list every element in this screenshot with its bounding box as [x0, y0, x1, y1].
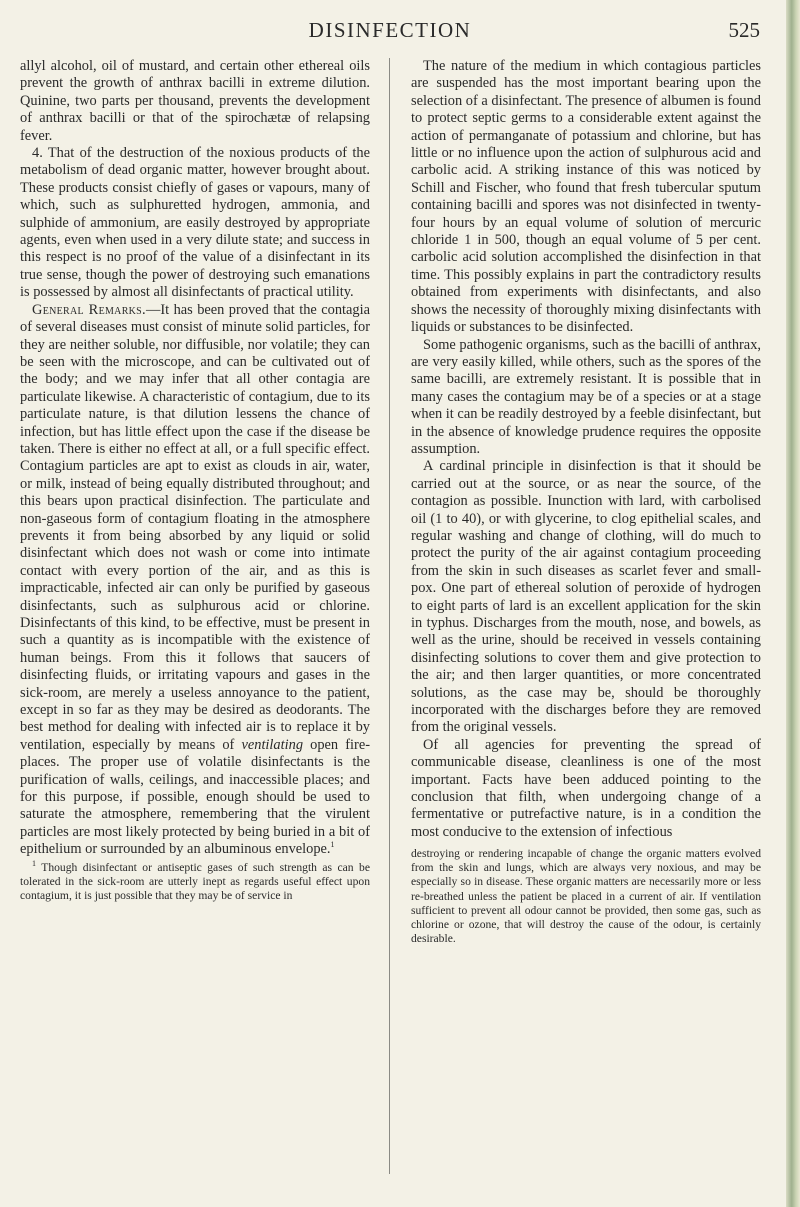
paragraph-medium-nature: The nature of the medium in which contagious particles are suspended has the most important bearing upon the selection of a disinfectant. The presence of albumen is found to protect septic germs to a considerable extent against the action of permanganate of potassium and chlorine, but has little or no influence upon the action of sulphurous acid and carbolic acid. A striking instance of this was noticed by Schill and Fischer, who found that fresh tubercular sputum containing bacilli and spores was not disinfected in twenty-four hours by an equal volume of solution of mercuric chloride 1 in 500, though an equal volume of 5 per cent. carbolic acid solution accomplished the disinfection in that time. This possibly explains in part the contradictory results obtained from experiments with disinfectants, and also shows the necessity of thoroughly mixing disinfectants with liquids or substances to be disinfected.	[411, 58, 761, 336]
right-column	[411, 58, 761, 1178]
paragraph-allyl-alcohol: allyl alcohol, oil of mustard, and certain other ethereal oils prevent the growth of anthrax bacilli in extreme dilution. Quinine, two parts per thousand, prevents the development of anthrax bacilli or that of the spirochætæ of relapsing fever.	[20, 58, 370, 144]
footnote-continuation: destroying or rendering incapable of change the organic matters evolved from the skin and lungs, which are always very noxious, and may be especially so in disease. These organic matters are necessarily more or less re-breathed unless the patient be placed in a current of air. If ventilation sufficient to prevent all odour cannot be provided, then some gas, such as chlorine or ozone, that will destroy the cause of the odour, is certainly desirable.	[411, 847, 761, 945]
section-heading-general-remarks: General Remarks.	[32, 301, 146, 318]
paragraph-cardinal-principle: A cardinal principle in disinfection is that it should be carried out at the source, or as near the source, of the contagion as possible. Inunction with lard, with carbolised oil (1 to 40), or with glycerine, to clog epithelial scales, and regular washing and change of clothing, will do much to protect the purity of the air against contagium proceeding from the skin in such diseases as scarlet fever and small-pox. One part of ethereal solution of peroxide of hydrogen to eight parts of lard is an excellent application for the skin in typhus. Discharges from the mouth, nose, and bowels, as well as the urine, should be received in vessels containing disinfecting solutions to cover them and give protection to the air; and then larger quantities, or more concentrated solutions, as the case may be, should be thoroughly incorporated with the discharges before they are removed from the original vessels.	[411, 458, 761, 736]
page-number: 525	[728, 18, 760, 42]
footnote-marker: 1	[32, 858, 36, 868]
paragraph-noxious-products: 4. That of the destruction of the noxious products of the metabolism of dead organic matter, however brought about. These products consist chiefly of gases or vapours, many of which, such as sulphuretted hydrogen, ammonia, and sulphide of ammonium, are easily destroyed by appropriate agents, even when used in a very dilute state; and success in this respect is no proof of the value of a disinfectant in its true sense, though the power of destroying such emanations is possessed by almost all disinfectants of practical utility.	[20, 145, 370, 301]
paragraph-cleanliness: Of all agencies for preventing the spread of communicable disease, cleanliness is one of the most important. Facts have been adduced pointing to the conclusion that filth, when undergoing change of a fermentative or putrefactive nature, is in a condition the most conducive to the extension of infectious	[411, 736, 761, 840]
column-divider	[389, 58, 390, 1174]
footnote-text: Though disinfectant or antiseptic gases of such strength as can be tolerated in the sick-room are utterly inept as regards useful effect upon contagium, it is just possible that they may be of service in	[20, 860, 370, 902]
footnote-reference: 1	[330, 840, 335, 850]
page-edge-strip	[786, 0, 800, 1207]
footnote	[20, 858, 370, 903]
running-title: DISINFECTION	[308, 18, 472, 42]
left-column	[20, 58, 370, 1178]
paragraph-pathogenic-organisms: Some pathogenic organisms, such as the bacilli of anthrax, are very easily killed, while others, such as the spores of the same bacilli, are extremely resistant. It is possible that in many cases the contagium may be of a species or at a stage when it can be readily destroyed by a feeble disinfectant, but in the absence of knowledge prudence requires the opposite assumption.	[411, 336, 761, 457]
ventilating-italic: ventilating	[241, 736, 304, 753]
general-remarks-text-b: open fire-places. The proper use of volatile disinfectants is the purification of walls, ceilings, and inaccessible places; and for this purpose, if possible, enough should be used to saturate the atmosphere, remembering that the virulent particles are most likely protected by being buried in a bit of epithelium or surrounded by an albuminous envelope.	[20, 736, 370, 858]
page-header	[20, 18, 760, 44]
paragraph-general-remarks	[20, 302, 370, 859]
general-remarks-text-a: —It has been proved that the contagia of several diseases must consist of minute solid particles, for they are neither soluble, nor diffusible, nor volatile; they can be seen with the microscope, and can be cultivated out of the body; and we may infer that all other contagia are particulate likewise. A characteristic of contagium, due to its particulate nature, is that dilution lessens the chance of infection, but has little effect upon the case if the disease be taken. There is either no effect at all, or a full specific effect. Contagium particles are apt to exist as clouds in air, water, or milk, instead of being equally distributed throughout; and this bears upon practical disinfection. The particulate and non-gaseous form of contagium floating in the atmosphere prevents it from being absorbed by any liquid or solid disinfectant which does not wash or come into intimate contact with every portion of the air, and as this is impracticable, infected air can only be purified by gaseous disinfectants, such as sulphurous acid or chlorine. Disinfectants of this kind, to be effective, must be present in such a quantity as is incompatible with the existence of human beings. From this it follows that saucers of disinfecting fluids, or irritating vapours and gases in the sick-room, are merely a useless annoyance to the patient, except in so far as they may be desired as deodorants. The best method for dealing with infected air is to replace it by ventilation, especially by means of	[20, 301, 370, 753]
